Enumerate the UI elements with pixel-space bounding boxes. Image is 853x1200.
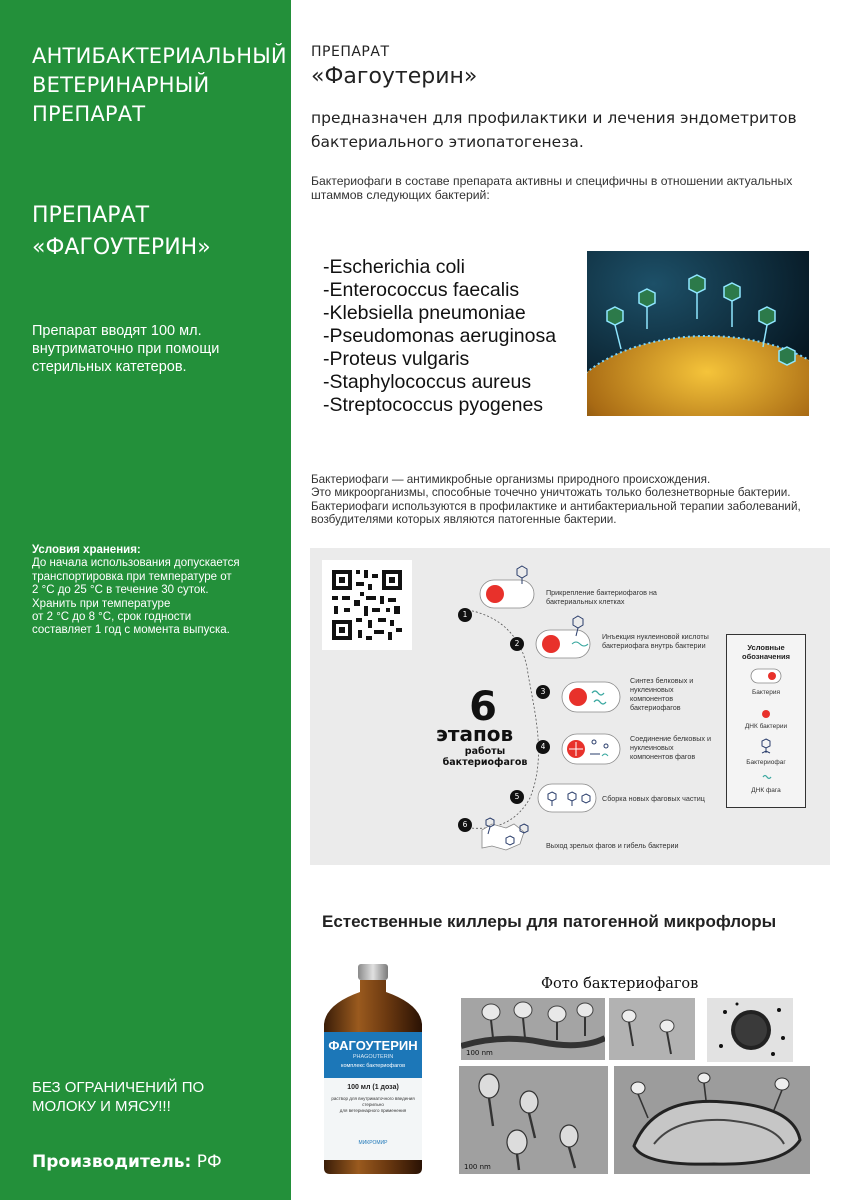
- step-number: 3: [536, 685, 550, 699]
- manufacturer: [32, 1152, 222, 1172]
- description-line: Это микроорганизмы, способные точечно уничтожать только болезнетворные бактерии.: [311, 486, 791, 500]
- step-number: 4: [536, 740, 550, 754]
- storage-line: от 2 °С до 8 °С, срок годности: [32, 611, 192, 624]
- stages-count: 6: [469, 684, 497, 730]
- step-number: 6: [458, 818, 472, 832]
- em-photo-3: [707, 998, 793, 1062]
- manufacturer-label: Производитель:: [32, 1152, 192, 1172]
- product-bottle: [316, 962, 430, 1176]
- product-purpose: предназначен для профилактики и лечения эндометритов бактериального этиопатогенеза.: [311, 109, 797, 151]
- list-item: -Streptococcus pyogenes: [323, 394, 544, 416]
- list-item: -Proteus vulgaris: [323, 348, 470, 370]
- bottle-description-line: для ветеринарного применения: [339, 1108, 407, 1113]
- em-photo-2-svg: [609, 998, 695, 1060]
- left-sidebar: [0, 0, 291, 1200]
- legend-title-line-2: обозначения: [742, 652, 790, 661]
- em-photo-4: [459, 1066, 608, 1174]
- bottle-dose: 100 мл (1 доза): [347, 1084, 399, 1091]
- storage-line: До начала использования допускается: [32, 557, 240, 570]
- storage-conditions: [32, 544, 277, 638]
- bottle-description-line: стерильно: [362, 1102, 384, 1107]
- storage-line: составляет 1 год с момента выпуска.: [32, 624, 230, 637]
- administration-text: Препарат вводят 100 мл. внутриматочно при помощи стерильных катетеров.: [32, 323, 220, 375]
- em-photo-5: [614, 1066, 810, 1174]
- step-label: Соединение белковых и нуклеиновых компонентов фагов: [630, 734, 711, 761]
- em-photo-1: [461, 998, 605, 1060]
- bottle-description: [324, 1096, 422, 1114]
- bacteria-list: [323, 256, 556, 417]
- legend-symbols: [727, 635, 805, 807]
- stages-word: этапов: [436, 722, 514, 746]
- phage-symbol: [762, 739, 770, 753]
- photos-heading: Фото бактериофагов: [541, 976, 699, 992]
- stages-subtitle: [436, 746, 534, 768]
- stages-subtitle-line-2: бактериофагов: [442, 757, 528, 768]
- scale-label: 100 nm: [464, 1163, 491, 1171]
- storage-line: Хранить при температуре: [32, 597, 171, 610]
- storage-line: транспортировка при температуре от: [32, 570, 232, 583]
- description-line: Бактериофаги используются в профилактике и антибактериальной терапии заболеваний,: [311, 499, 801, 513]
- step-label: Инъекция нуклеиновой кислоты бактериофага внутрь бактерии: [602, 632, 709, 650]
- product-name: «Фагоутерин»: [311, 64, 478, 89]
- no-limits-note: БЕЗ ОГРАНИЧЕНИЙ ПО МОЛОКУ И МЯСУ!!!: [32, 1079, 205, 1115]
- product-title: [32, 200, 272, 264]
- step-label: Прикрепление бактериофагов на бактериальных клетках: [546, 588, 657, 606]
- bacteria-intro: Бактериофаги в составе препарата активны и специфичны в отношении актуальных штаммов следующих бактерий:: [311, 174, 793, 202]
- bottle-brand: ФАГОУТЕРИН: [328, 1038, 418, 1053]
- legend: [726, 634, 806, 808]
- list-item: -Enterococcus faecalis: [323, 279, 520, 301]
- phage-micrograph: [587, 251, 809, 416]
- em-photo-3-svg: [707, 998, 793, 1062]
- phage-micrograph-svg: [587, 251, 809, 416]
- storage-line: 2 °С до 25 °С в течение 30 суток.: [32, 584, 209, 597]
- phage-stages-infographic: [310, 548, 830, 865]
- bottle-description-line: раствор для внутриматочного введения: [331, 1096, 415, 1101]
- bacteria-symbol: [751, 669, 781, 683]
- phage-dna-symbol: [763, 776, 771, 779]
- step-number: 5: [510, 790, 524, 804]
- product-title-line-2: «ФАГОУТЕРИН»: [32, 235, 211, 260]
- legend-item: ДНК фага: [751, 787, 781, 794]
- list-item: -Klebsiella pneumoniae: [323, 302, 526, 324]
- em-photo-2: [609, 998, 695, 1060]
- bacteria-dna-symbol: [762, 710, 770, 718]
- list-item: -Pseudomonas aeruginosa: [323, 325, 557, 347]
- description-line: возбудителями которых являются патогенные бактерии.: [311, 512, 617, 526]
- step-label: Синтез белковых и нуклеиновых компонентов бактериофагов: [630, 676, 694, 712]
- step-number: 1: [458, 608, 472, 622]
- phage-description: [311, 473, 841, 526]
- bottle-sub: комплекс бактериофагов: [340, 1063, 405, 1069]
- legend-item: ДНК бактерии: [744, 723, 788, 730]
- bottle-brand-latin: PHAGOUTERIN: [352, 1054, 394, 1060]
- storage-title: Условия хранения:: [32, 544, 141, 556]
- stages-subtitle-line-1: работы: [464, 746, 506, 757]
- legend-item: Бактериофаг: [746, 759, 786, 766]
- step-label: Сборка новых фаговых частиц: [602, 794, 705, 803]
- scale-label: 100 nm: [466, 1049, 493, 1057]
- em-photo-4-svg: [459, 1066, 608, 1174]
- legend-item: Бактерия: [751, 689, 781, 696]
- list-item: -Staphylococcus aureus: [323, 371, 532, 393]
- bottle-maker: МИКРОМИР: [358, 1140, 388, 1146]
- description-line: Бактериофаги — антимикробные организмы природного происхождения.: [311, 473, 711, 486]
- legend-title-line-1: Условные: [747, 643, 785, 652]
- killers-heading: Естественные киллеры для патогенной микрофлоры: [322, 912, 777, 931]
- product-label: ПРЕПАРАТ: [311, 44, 390, 60]
- product-title-line-1: ПРЕПАРАТ: [32, 203, 150, 228]
- headline: АНТИБАКТЕРИАЛЬНЫЙ ВЕТЕРИНАРНЫЙ ПРЕПАРАТ: [32, 44, 287, 126]
- list-item: -Escherichia coli: [323, 256, 465, 278]
- step-label: Выход зрелых фагов и гибель бактерии: [546, 841, 679, 850]
- manufacturer-value: РФ: [196, 1152, 222, 1172]
- em-photo-5-svg: [614, 1066, 810, 1174]
- step-number: 2: [510, 637, 524, 651]
